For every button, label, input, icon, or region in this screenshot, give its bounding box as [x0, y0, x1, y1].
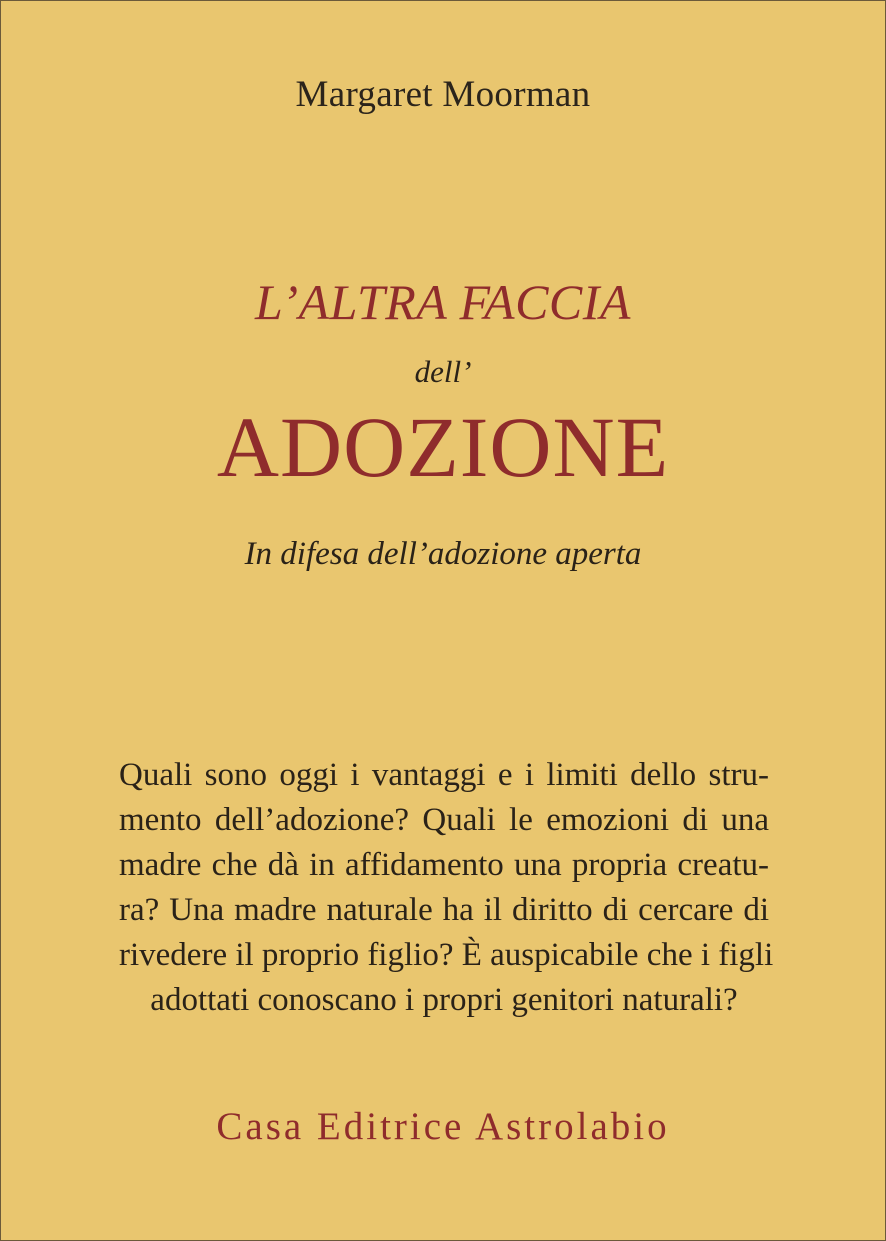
- publisher-name: Casa Editrice Astrolabio: [216, 1105, 670, 1148]
- blurb-line: adottati conoscano i propri genitori naturali?: [150, 982, 738, 1018]
- blurb-line: rivedere il proprio figlio? È auspicabile che i figli: [119, 937, 774, 973]
- title-line-middle: dell’: [414, 354, 472, 389]
- blurb-line: ra? Una madre naturale ha il diritto di cercare di: [119, 892, 769, 928]
- blurb-line: mento dell’adozione? Quali le emozioni di una: [119, 802, 769, 838]
- subtitle: In difesa dell’adozione aperta: [244, 536, 642, 572]
- title-main: ADOZIONE: [216, 399, 670, 495]
- title-line-top: L’ALTRA FACCIA: [255, 274, 631, 330]
- author-name: Margaret Moorman: [295, 74, 591, 115]
- blurb-line: Quali sono oggi i vantaggi e i limiti dello stru-: [119, 757, 769, 793]
- cover-blurb: [119, 753, 774, 1023]
- blurb-line: madre che dà in affidamento una propria creatu-: [119, 847, 769, 883]
